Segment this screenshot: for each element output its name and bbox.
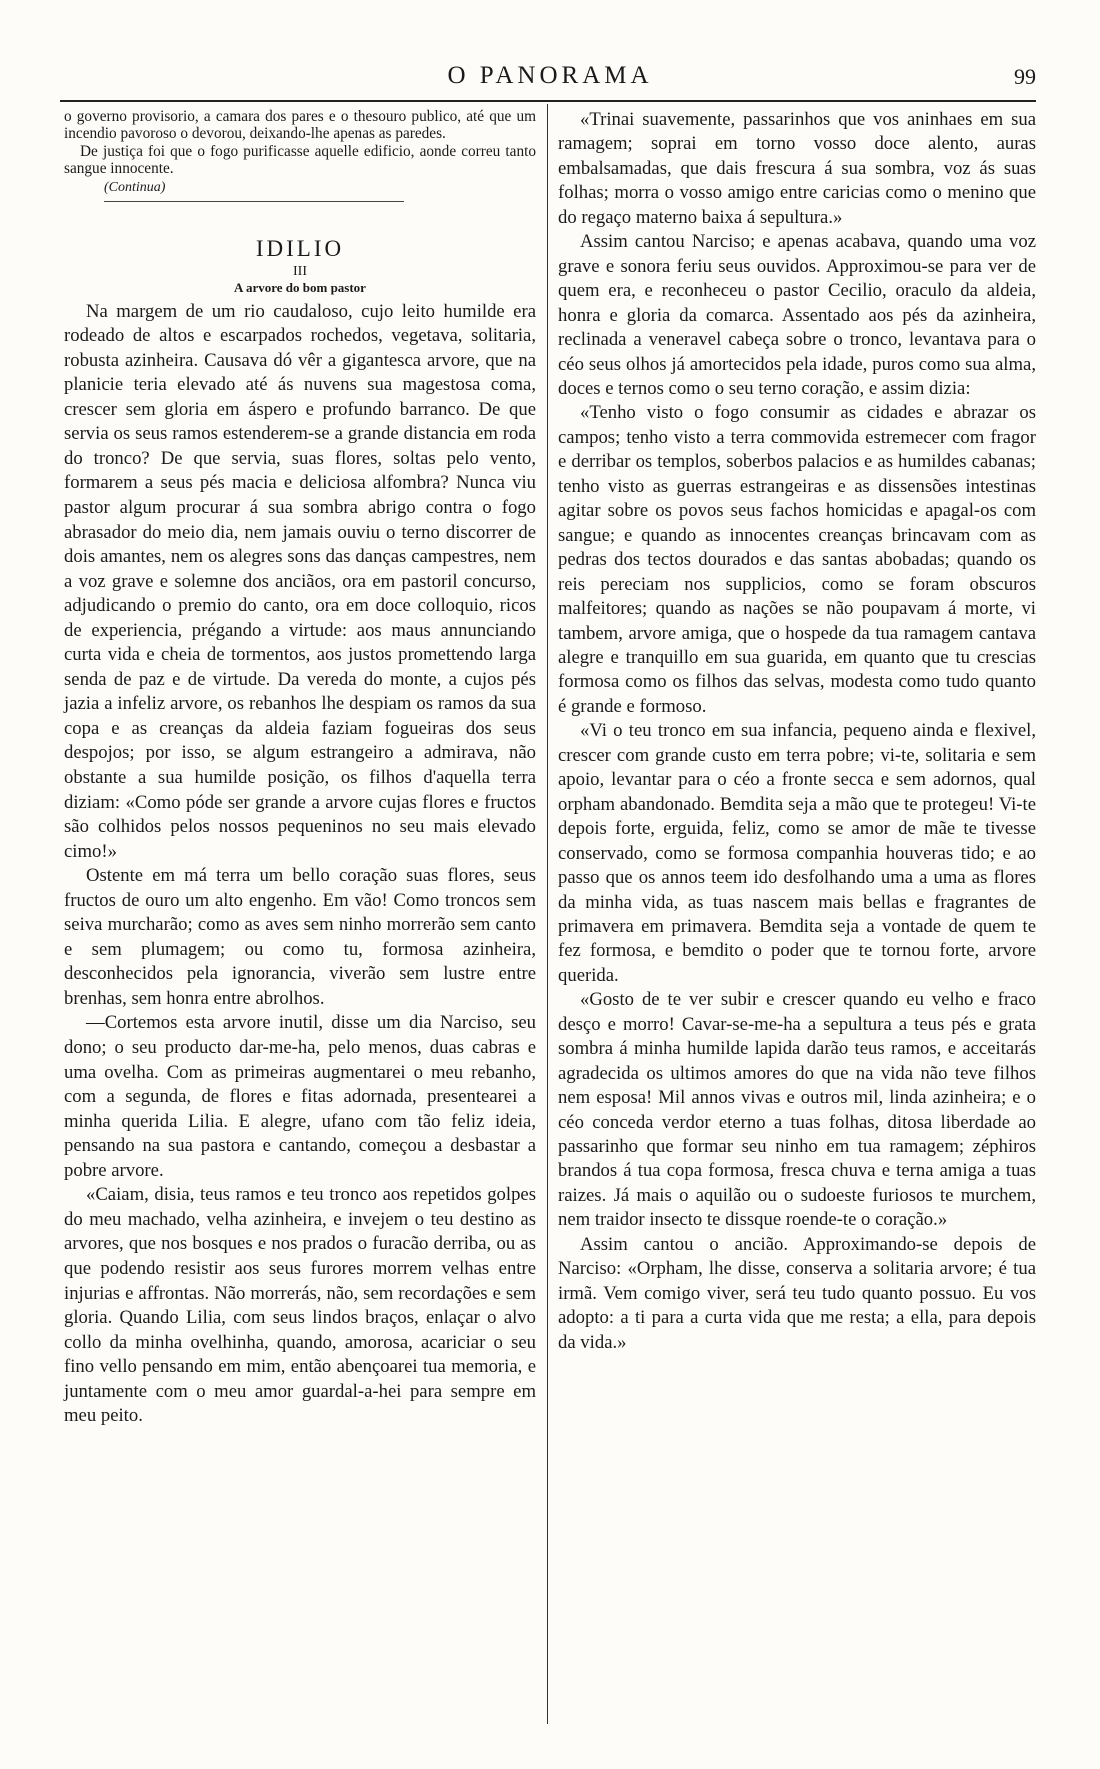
article-body	[64, 300, 536, 1429]
article-paragraph: «Vi o teu tronco em sua infancia, pequeno ainda e flexivel, crescer com grande custo em terra pobre; vi-te, solitaria e sem apoio, levantar para o céo a fronte secca e sem adornos, qual orpham abandonado. Bemdita seja a mão que te protegeu! Vi-te depois forte, erguida, feliz, como se amor de mãe te tivesse conservado, como se formosa companhia houveras tido; e ao passo que os annos teem ido desfolhando uma a uma as flores da minha vida, as tuas nascem mais bellas e fragrantes de primavera em primavera. Bemdita seja a vontade de quem te fez formosa, e bemdito o poder que te tornou forte, arvore querida.	[558, 720, 1036, 986]
article-paragraph: Na margem de um rio caudaloso, cujo leito humilde era rodeado de altos e escarpados rochedos, vegetava, solitaria, robusta azinheira. Causava dó vêr a gigantesca arvore, que na planicie teria elevado até ás nuvens sua magestosa coma, crescer sem gloria em áspero e profundo barranco. De que servia os seus ramos estenderem-se a grande distancia em roda do tronco? De que servia, suas flores, soltas pelo vento, formarem a seus pés macia e deliciosa alfombra? Nunca viu pastor algum procurar á sua sombra abrigo contra o fogo abrasador do meio dia, nem jamais ouviu o terno discorrer de dois amantes, nem os alegres sons das danças campestres, nem a voz grave e solemne dos anciãos, ora em pastoril concurso, adjudicando o premio do canto, ora em doce colloquio, ricos de experiencia, prégando a virtude: aos maus annunciando curta vida e cheia de tormentos, aos justos promettendo larga senda de paz e de virtude. Da vereda do monte, a cujos pés jazia a infeliz arvore, os rebanhos lhe despiam os ramos da sua copa e as creanças da aldeia faziam fogueiras dos seus despojos; por isso, se algum estrangeiro a admirava, não obstante a sua humilde posição, os filhos d'aquella terra diziam: «Como póde ser grande a arvore cujas flores e fructos são colhidos pelos nossos pequeninos no seu mais elevado cimo!»	[64, 300, 536, 862]
article-body-continued	[558, 108, 1036, 1355]
publication-title: O PANORAMA	[447, 62, 653, 89]
article-paragraph: Assim cantou o ancião. Approximando-se depois de Narciso: «Orpham, lhe disse, conserva a solitaria arvore; é tua irmã. Vem comigo viver, será teu tudo quanto possuo. Eu vos adopto: a ti para a curta vida que me resta; a ella, para depois da vida.»	[558, 1233, 1036, 1353]
prev-article-paragraph: De justiça foi que o fogo purificasse aquelle edificio, aonde correu tanto sangue innocente.	[64, 142, 536, 178]
prev-article-paragraph: o governo provisorio, a camara dos pares e o thesouro publico, até que um incendio pavoroso o devorou, deixando-lhe apenas as paredes.	[64, 108, 536, 143]
continua-note: (Continua)	[104, 179, 166, 195]
header-rule	[60, 100, 1036, 102]
section-number: III	[293, 263, 307, 279]
article-paragraph: «Gosto de te ver subir e crescer quando eu velho e fraco desço e morro! Cavar-se-me-ha a sepultura a teus pés e grata sombra á minha humilde lapida darão teus ramos, e acceitarás agradecida os ultimos amores do que na vida não teve filhos nem esposa! Mil annos vivas e outros mil, linda azinheira; e o céo conceda verdor eterno a tuas folhas, ditosa liberdade ao passarinho que formar seu ninho em tua ramagem; zéphiros brandos á tua copa formosa, fresca chuva e terna amiga a tuas raizes. Já mais o aquilão ou o sudoeste furiosos te murchem, nem traidor insecto te dissque roende-te o coração.»	[558, 989, 1036, 1231]
column-divider	[547, 104, 548, 1724]
right-column	[558, 108, 1036, 1355]
left-column	[64, 108, 536, 1429]
article-paragraph: «Caiam, disia, teus ramos e teu tronco aos repetidos golpes do meu machado, velha azinheira, e invejem o teu destino as arvores, que nos bosques e nos prados o furacão derriba, ou as que podendo resistir aos seus furores morrem velhas entre injurias e affrontas. Não morrerás, não, sem recordações e sem gloria. Quando Lilia, com seus lindos braços, enlaçar o alvo collo da minha ovelhinha, quando, amorosa, acariciar o seu fino vello pensando em mim, então abençoarei tua memoria, e juntamente com o meu amor guardal-a-hei para sempre em meu peito.	[64, 1184, 536, 1427]
article-paragraph: «Tenho visto o fogo consumir as cidades e abrazar os campos; tenho visto a terra commovida estremecer com fragor e derribar os templos, soberbos palacios e as humildes cabanas; tenho visto as guerras estrangeiras e as dissensões intestinas agitar sobre os povos seus fachos homicidas e apagal-os com sangue; e quando as innocentes creanças brincavam com as pedras dos tectos dourados e das santas abobadas; quando os reis pereciam nos supplicios, como se foram obscuros malfeitores; quando as nações se não poupavam á morte, vi tambem, arvore amiga, que o hospede da tua ramagem cantava alegre e tranquillo em sua guarida, em quanto que tu crescias formosa como os filhos das selvas, modesta como tudo quanto é grande e formoso.	[558, 402, 1036, 717]
page-number: 99	[1014, 64, 1036, 89]
article-separator	[104, 201, 404, 202]
section-title: IDILIO	[255, 235, 345, 261]
section-subtitle: A arvore do bom pastor	[234, 279, 366, 295]
article-paragraph: Ostente em má terra um bello coração suas flores, seus fructos de ouro um alto engenho. Em vão! Como troncos sem seiva murcharão; como as aves sem ninho morrerão sem canto e sem plumagem; ou como tu, formosa azinheira, desconhecidos pela ignorancia, viverão sem lustre entre brenhas, sem honra entre abrolhos.	[64, 865, 536, 1009]
article-paragraph: —Cortemos esta arvore inutil, disse um dia Narciso, seu dono; o seu producto dar-me-ha, pelo menos, duas cabras e uma ovelha. Com as primeiras augmentarei o meu rebanho, com a segunda, de flores e fitas adornada, presentearei a minha querida Lilia. E alegre, ufano com tão feliz ideia, pensando na sua pastora e cantando, começou a desbastar a pobre arvore.	[64, 1012, 536, 1181]
article-paragraph: «Trinai suavemente, passarinhos que vos aninhaes em sua ramagem; soprai em torno vosso doce alento, auras embalsamadas, que dais frescura á sua sombra, voz ás suas folhas; morra o vosso amigo entre caricias como o menino que do regaço materno baixa á sepultura.»	[558, 109, 1036, 228]
article-paragraph: Assim cantou Narciso; e apenas acabava, quando uma voz grave e sonora feriu seus ouvidos. Approximou-se para ver de quem era, e reconheceu o pastor Cecilio, oraculo da aldeia, honra e gloria da comarca. Assentado aos pés da azinheira, reclinada a veneravel cabeça sobre o tronco, levantava para o céo seus olhos já amortecidos pela idade, puros como sua alma, doces e ternos como o seu terno coração, e assim dizia:	[558, 231, 1036, 399]
